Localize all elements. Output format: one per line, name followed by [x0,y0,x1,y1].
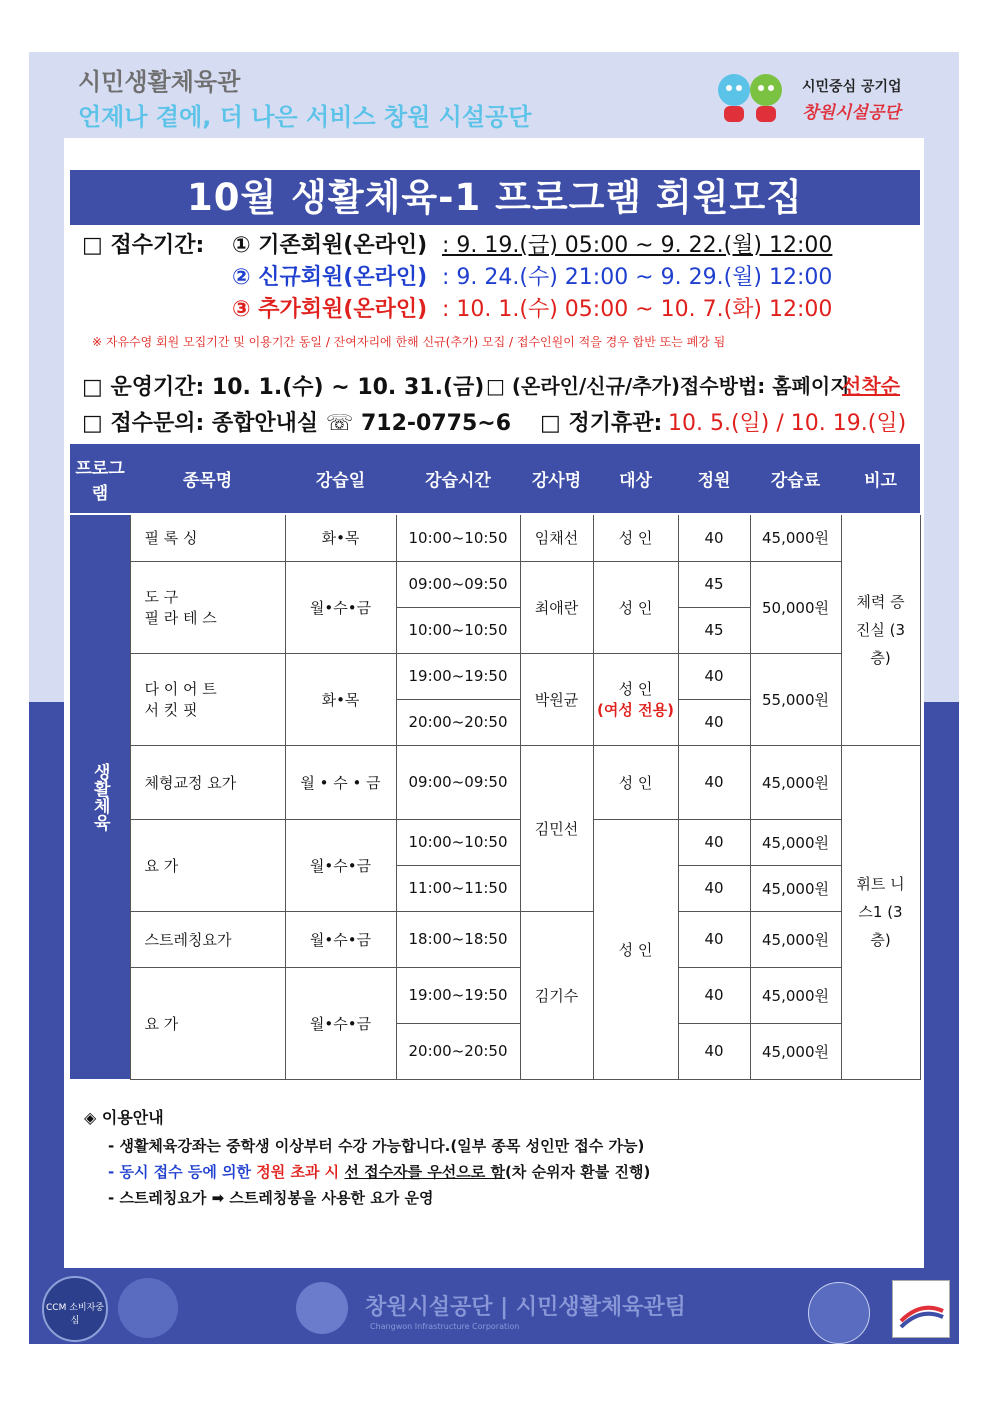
fee-cell: 45,000원 [750,911,841,967]
time-cell: 20:00~20:50 [396,699,520,745]
program-name: 다 이 어 트 서 킷 핏 [130,653,285,745]
fee-cell: 45,000원 [750,819,841,865]
col-days: 강습일 [285,444,396,514]
period-new-name: ② 신규회원(온라인) [232,265,428,290]
apply-method-label: □ (온라인/신규/추가)접수방법: 홈페이지 [486,374,850,398]
col-instructor: 강사명 [520,444,593,514]
fee-cell: 50,000원 [750,561,841,653]
inquiry-phone: □ 접수문의: 종합안내실 ☏ 712-0775~6 [82,411,512,436]
instructor-cell: 김민선 [520,745,593,911]
instructor-cell: 최애란 [520,561,593,653]
table-row [70,561,920,607]
capacity-cell: 40 [678,653,750,699]
target-cell: 성 인 [593,745,678,819]
capacity-cell: 40 [678,699,750,745]
program-name: 도 구 필 라 테 스 [130,561,285,653]
program-name: 스트레칭요가 [130,911,285,967]
capacity-cell: 40 [678,911,750,967]
footer-org: 창원시설공단 | 시민생활체육관팀 [365,1295,686,1320]
apply-method-value: 선착순 [842,374,900,398]
capacity-cell: 40 [678,1023,750,1079]
program-name: 요 가 [130,819,285,911]
closed-dates: 10. 5.(일) / 10. 19.(일) [668,411,907,436]
slogan: 언제나 곁에, 더 나은 서비스 창원 시설공단 [78,103,532,131]
period-extra-date: : 10. 1.(수) 05:00 ~ 10. 7.(화) 12:00 [442,297,833,322]
fee-cell: 45,000원 [750,514,841,561]
days-cell: 화•목 [285,653,396,745]
target-cell: 성 인 [593,514,678,561]
instructor-cell: 김기수 [520,911,593,1079]
time-cell: 19:00~19:50 [396,967,520,1023]
time-cell: 18:00~18:50 [396,911,520,967]
col-program: 프로그램 [70,444,130,514]
table-header-row [70,444,920,514]
period-label: □ 접수기간: [82,233,205,258]
target-cell: 성 인 [593,561,678,653]
fee-cell: 45,000원 [750,1023,841,1079]
instructor-cell: 임채선 [520,514,593,561]
period-new-date: : 9. 24.(수) 21:00 ~ 9. 29.(월) 12:00 [442,265,833,290]
clean-logo-icon [118,1278,178,1338]
certification-icon [892,1280,950,1338]
logo-name: 창원시설공단 [802,103,901,123]
days-cell: 월•수•금 [285,967,396,1079]
usage-line-3: - 스트레칭요가 ➡ 스트레칭봉을 사용한 요가 운영 [108,1189,434,1207]
col-fee: 강습료 [750,444,841,514]
capacity-cell: 40 [678,967,750,1023]
org-emblem-icon [296,1282,348,1334]
time-cell: 10:00~10:50 [396,819,520,865]
table-row [70,653,920,699]
capacity-cell: 40 [678,514,750,561]
women-rights-icon [808,1282,870,1344]
time-cell: 09:00~09:50 [396,561,520,607]
operation-period: □ 운영기간: 10. 1.(수) ~ 10. 31.(금) [82,375,485,400]
company-logo [712,64,932,130]
time-cell: 10:00~10:50 [396,514,520,561]
ccm-badge-icon: CCM 소비자중심 [42,1276,108,1342]
page-title: 10월 생활체육-1 프로그램 회원모집 [70,170,920,225]
table-row [70,745,920,819]
fee-cell: 45,000원 [750,865,841,911]
col-name: 종목명 [130,444,285,514]
logo-slogan: 시민중심 공기업 [802,79,902,95]
capacity-cell: 45 [678,561,750,607]
usage-line-2: - 동시 접수 등에 의한 정원 초과 시 선 접수자를 우선으로 함(차 순위자 환불 진행) [108,1163,651,1181]
usage-guide-title: ◈ 이용안내 [84,1108,164,1127]
days-cell: 월 • 수 • 금 [285,745,396,819]
col-time: 강습시간 [396,444,520,514]
time-cell: 20:00~20:50 [396,1023,520,1079]
program-name: 필 록 싱 [130,514,285,561]
days-cell: 월•수•금 [285,911,396,967]
target-cell: 성 인 [593,819,678,1079]
footer-org-en: Changwon Infrastructure Corporation [370,1322,520,1331]
mascot-icon [712,64,792,128]
table-row [70,514,920,561]
days-cell: 화•목 [285,514,396,561]
schedule-table [70,444,921,1080]
group-label: 생활체육 [70,514,130,1079]
period-existing-date: : 9. 19.(금) 05:00 ~ 9. 22.(월) 12:00 [442,233,833,258]
fee-cell: 45,000원 [750,967,841,1023]
fee-cell: 45,000원 [750,745,841,819]
table-row [70,911,920,967]
col-note: 비고 [841,444,920,514]
period-existing-name: ① 기존회원(온라인) [232,233,428,258]
table-row [70,967,920,1023]
table-row [70,819,920,865]
facility-name: 시민생활체육관 [78,68,241,96]
time-cell: 11:00~11:50 [396,865,520,911]
capacity-cell: 45 [678,607,750,653]
col-capacity: 정원 [678,444,750,514]
capacity-cell: 40 [678,865,750,911]
note-cell: 체력 증진실 (3층) [841,514,920,745]
instructor-cell: 박원균 [520,653,593,745]
closed-label: □ 정기휴관: [540,411,663,436]
days-cell: 월•수•금 [285,561,396,653]
capacity-cell: 40 [678,819,750,865]
program-name: 요 가 [130,967,285,1079]
period-extra-name: ③ 추가회원(온라인) [232,297,428,322]
program-name: 체형교정 요가 [130,745,285,819]
col-target: 대상 [593,444,678,514]
time-cell: 10:00~10:50 [396,607,520,653]
note-cell: 휘트 니스1 (3층) [841,745,920,1079]
time-cell: 09:00~09:50 [396,745,520,819]
time-cell: 19:00~19:50 [396,653,520,699]
fee-cell: 55,000원 [750,653,841,745]
days-cell: 월•수•금 [285,819,396,911]
usage-line-1: - 생활체육강좌는 중학생 이상부터 수강 가능합니다.(일부 종목 성인만 접수 가능) [108,1137,645,1155]
capacity-cell: 40 [678,745,750,819]
target-cell: 성 인 (여성 전용) [593,653,678,745]
recruit-note: ※ 자유수영 회원 모집기간 및 이용기간 동일 / 잔여자리에 한해 신규(추가) 모집 / 접수인원이 적을 경우 합반 또는 폐강 됨 [92,335,726,349]
